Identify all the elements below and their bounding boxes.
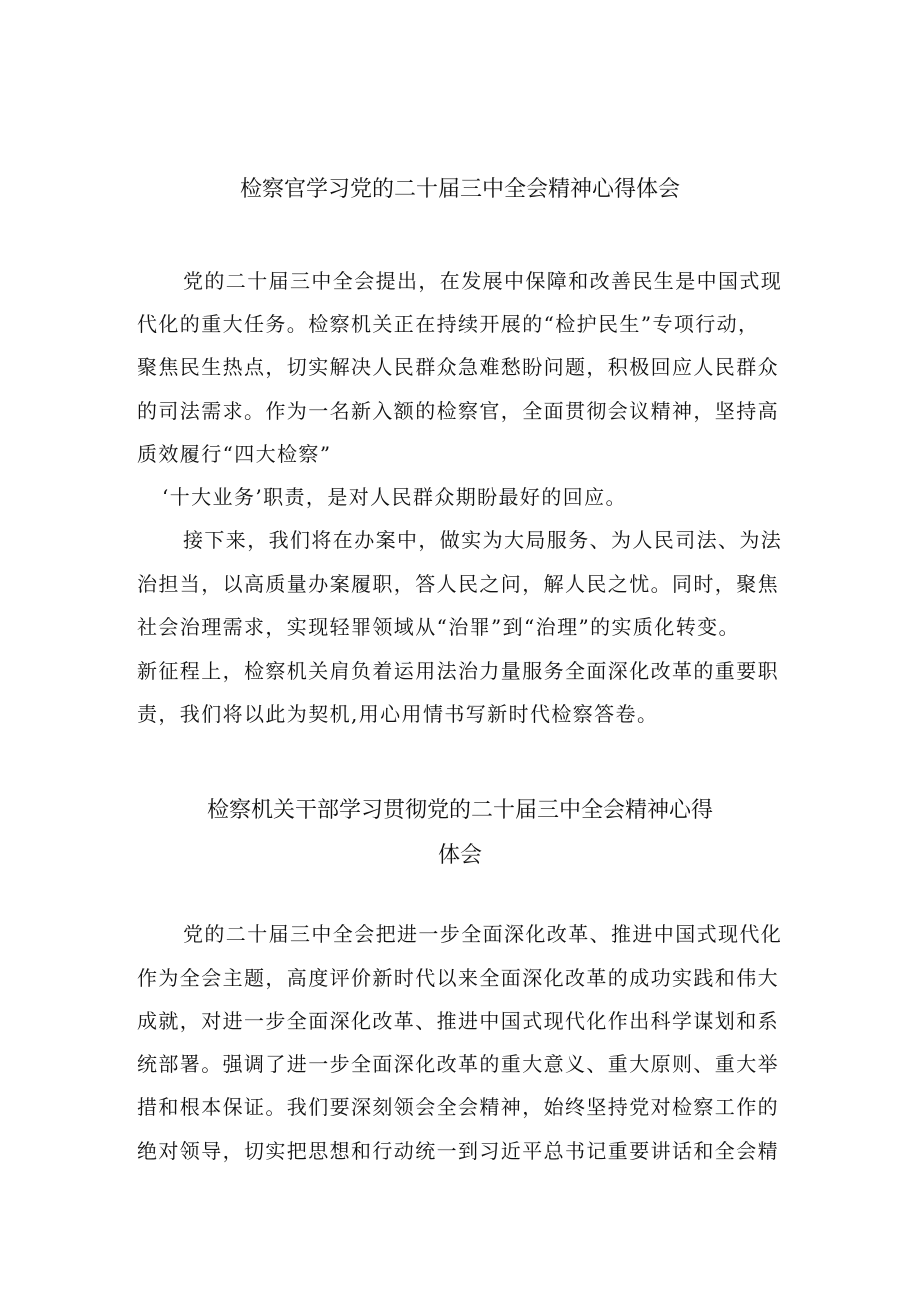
text-line: 作为全会主题，高度评价新时代以来全面深化改革的成功实践和伟大	[137, 966, 779, 990]
text-line: 代化的重大任务。检察机关正在持续开展的“检护民生”专项行动，	[137, 312, 760, 336]
text-line: 党的二十届三中全会把进一步全面深化改革、推进中国式现代化	[183, 922, 783, 946]
text-line: 质效履行“四大检察”	[137, 442, 332, 466]
article-1-title: 检察官学习党的二十届三中全会精神心得体会	[239, 177, 680, 202]
text-line: 党的二十届三中全会提出，在发展中保障和改善民生是中国式现	[183, 269, 783, 293]
text-line: 措和根本保证。我们要深刻领会全会精神，始终坚持党对检察工作的	[137, 1095, 779, 1119]
text-line: 治担当，以高质量办案履职，答人民之问，解人民之忧。同时，聚焦	[137, 572, 779, 596]
text-line: 绝对领导，切实把思想和行动统一到习近平总书记重要讲话和全会精	[137, 1139, 779, 1163]
text-line: 成就，对进一步全面深化改革、推进中国式现代化作出科学谋划和系	[137, 1009, 779, 1033]
article-2-title-line-1: 检察机关干部学习贯彻党的二十届三中全会精神心得	[206, 798, 713, 823]
article-2-title-line-2: 体会	[437, 843, 482, 868]
text-line: 社会治理需求，实现轻罪领域从“治罪”到“治理”的实质化转变。	[137, 615, 740, 639]
text-line: 接下来，我们将在办案中，做实为大局服务、为人民司法、为法	[183, 528, 783, 552]
text-line: 新征程上，检察机关肩负着运用法治力量服务全面深化改革的重要职	[137, 659, 779, 683]
text-line: 的司法需求。作为一名新入额的检察官，全面贯彻会议精神，坚持高	[137, 399, 779, 423]
text-line: 责，我们将以此为契机,用心用情书写新时代检察答卷。	[137, 702, 659, 726]
text-line: ‘十大业务’职责，是对人民群众期盼最好的回应。	[162, 485, 627, 509]
text-line: 统部署。强调了进一步全面深化改革的重大意义、重大原则、重大举	[137, 1052, 779, 1076]
text-line: 聚焦民生热点，切实解决人民群众急难愁盼问题，积极回应人民群众	[137, 355, 779, 379]
